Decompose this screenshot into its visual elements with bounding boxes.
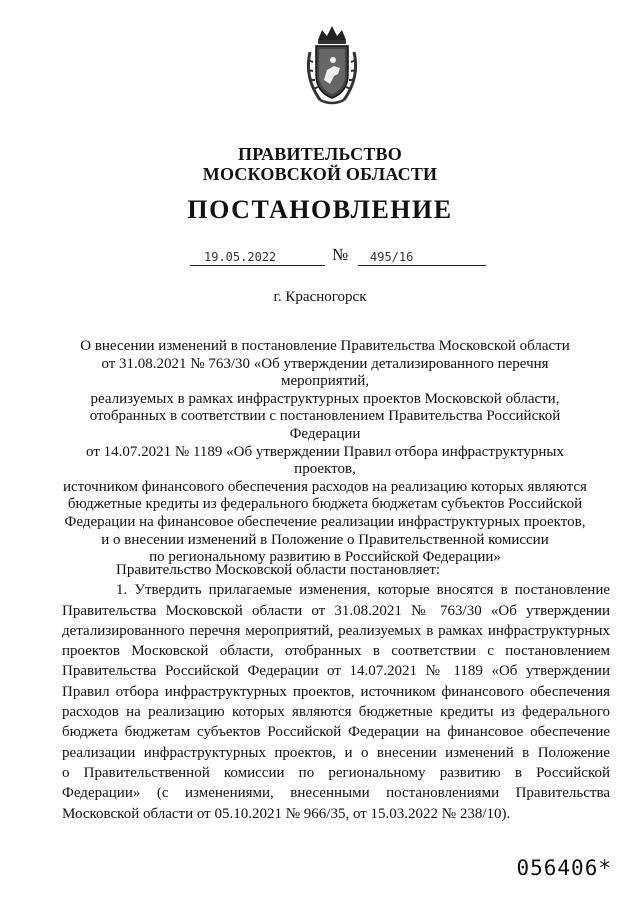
organization-name-line2: МОСКОВСКОЙ ОБЛАСТИ — [202, 164, 438, 184]
body-line: Правительства Московской области от 31.08.2021 № 763/30 «Об утверждении — [62, 602, 610, 619]
subject-line: от 14.07.2021 № 1189 «Об утверждении Правил отбора инфраструктурных проектов, — [86, 443, 564, 478]
subject-line: О внесении изменений в постановление Правительства Московской области — [80, 338, 570, 354]
body-line: Правительство Московской области постановляет: — [116, 562, 441, 578]
subject-line: отобранных в соответствии с постановлением Правительства Российской Федерации — [89, 408, 561, 442]
subject-line: и о внесении изменений в Положение о Правительственной комиссии — [101, 531, 549, 548]
document-type-title: ПОСТАНОВЛЕНИЕ — [187, 195, 453, 224]
body-line: Федерации» (с изменениями, внесенными постановлениями Правительства — [62, 785, 610, 802]
organization-name-line1: ПРАВИТЕЛЬСТВО — [238, 144, 402, 164]
body-line: детализированного перечня мероприятий, реализуемых в рамках инфраструктурных — [62, 622, 610, 639]
form-serial-number: 056406* — [516, 856, 612, 880]
body-line: 1. Утвердить прилагаемые изменения, которые вносятся в постановление — [116, 582, 610, 599]
body-line: расходов на реализацию которых являются бюджетные кредиты из федерального — [62, 704, 610, 721]
moscow-oblast-coat-of-arms-icon — [300, 22, 364, 106]
document-number: 495/16 — [358, 248, 486, 266]
document-body — [62, 560, 610, 824]
body-line: проектов Московской области, отобранных в соответствии с постановлением — [62, 643, 610, 660]
subject-line: по региональному развитию в Российской Федерации» — [149, 549, 501, 566]
body-line: Правительства Российской Федерации от 14.07.2021 № 1189 «Об утверждении — [62, 663, 610, 680]
document-subject — [60, 338, 590, 567]
body-line: реализации инфраструктурных проектов, и о внесении изменений в Положение — [62, 744, 610, 761]
number-sign: № — [332, 245, 349, 264]
subject-line: реализуемых в рамках инфраструктурных проектов Московской области, — [90, 390, 560, 407]
subject-line: источником финансового обеспечения расходов на реализацию которых являются — [63, 478, 587, 495]
body-line: бюджета бюджетам субъектов Российской Федерации на финансовое обеспечение — [62, 724, 610, 741]
subject-line: бюджетные кредиты из федерального бюджета бюджетам субъектов Российской — [67, 496, 583, 513]
document-city: г. Красногорск — [273, 289, 367, 305]
body-line: о Правительственной комиссии по региональному развитию в Российской — [62, 764, 610, 781]
document-date: 19.05.2022 — [190, 248, 325, 266]
body-line: Правил отбора инфраструктурных проектов, источником финансового обеспечения — [62, 683, 610, 700]
subject-line: Федерации на финансовое обеспечение реализации инфраструктурных проектов, — [64, 513, 586, 530]
body-line: Московской области от 05.10.2021 № 966/35, от 15.03.2022 № 238/10). — [62, 805, 511, 822]
subject-line: от 31.08.2021 № 763/30 «Об утверждении детализированного перечня мероприятий, — [101, 355, 549, 390]
